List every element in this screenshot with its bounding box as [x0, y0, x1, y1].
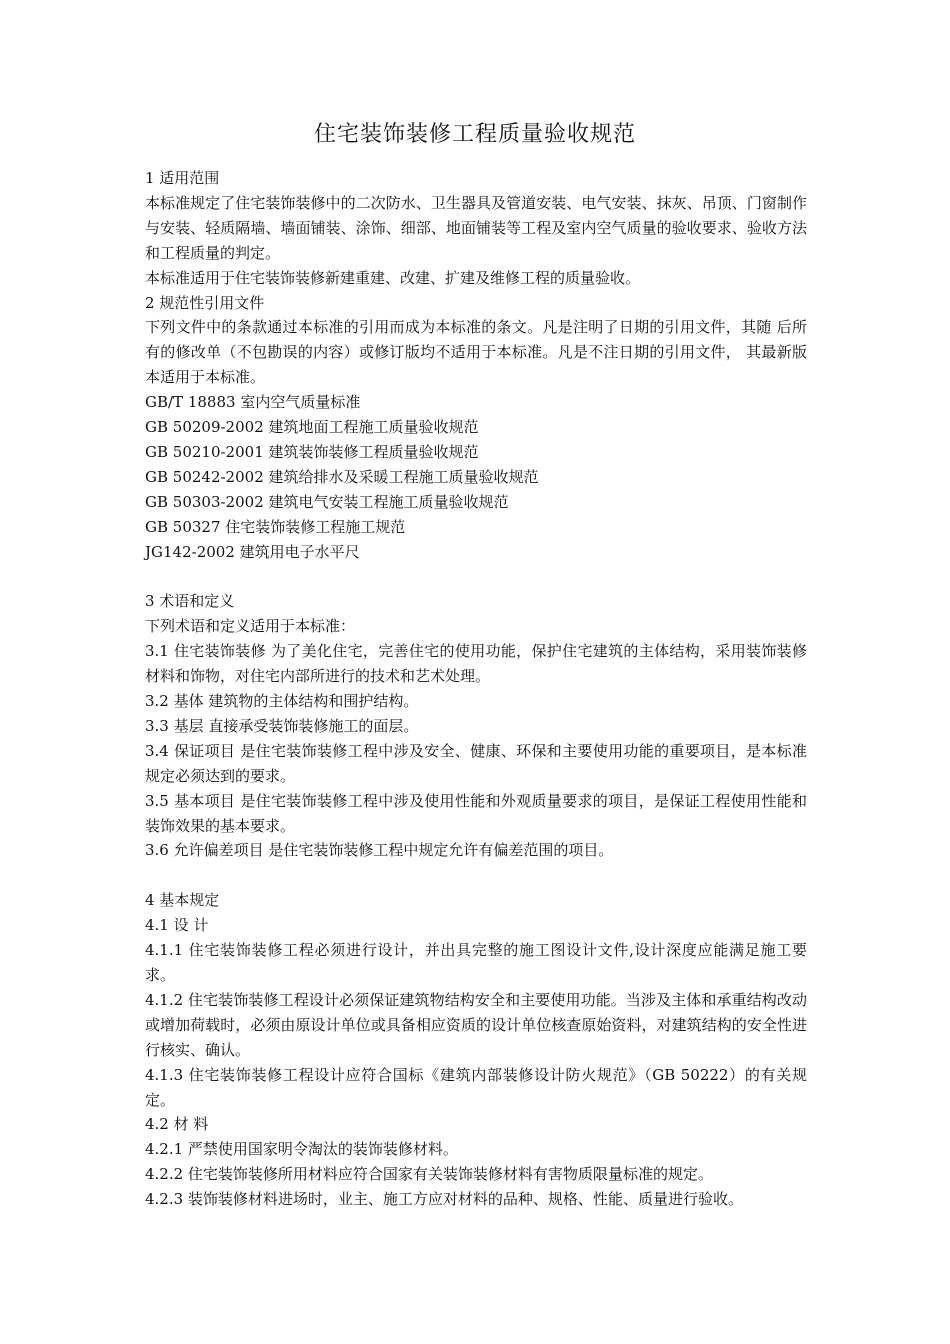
section-heading: 3 术语和定义	[145, 592, 235, 611]
clause-item: 4.1.1 住宅装饰装修工程必须进行设计，并出具完整的施工图设计文件,设计深度应能满足施工要求。	[145, 941, 807, 984]
paragraph: 本标准规定了住宅装饰装修中的二次防水、卫生器具及管道安装、电气安装、抹灰、吊顶、门窗制作与安装、轻质隔墙、墙面铺装、涂饰、细部、地面铺装等工程及室内空气质量的验收要求、验收方法和工程质量的判定。	[145, 193, 807, 262]
blank-line	[145, 565, 807, 590]
reference-item: JG142-2002 建筑用电子水平尺	[145, 542, 360, 561]
paragraph: 下列文件中的条款通过本标准的引用而成为本标准的条文。凡是注明了日期的引用文件，其随 后所有的修改单（不包勘误的内容）或修订版均不适用于本标准。凡是不注日期的引用文件， 其最新版本适用于本标准。	[145, 318, 807, 387]
paragraph: 本标准适用于住宅装饰装修新建重建、改建、扩建及维修工程的质量验收。	[145, 268, 641, 287]
subsection-heading: 4.1 设 计	[145, 916, 209, 935]
blank-line	[145, 863, 807, 888]
definition-item: 3.5 基本项目 是住宅装饰装修工程中涉及使用性能和外观质量要求的项目，是保证工程使用性能和装饰效果的基本要求。	[145, 791, 807, 835]
paragraph: 下列术语和定义适用于本标准：	[145, 617, 356, 636]
section-heading: 4 基本规定	[145, 891, 220, 910]
reference-item: GB 50327 住宅装饰装修工程施工规范	[145, 517, 406, 536]
reference-item: GB/T 18883 室内空气质量标准	[145, 393, 361, 412]
document-body	[145, 166, 807, 1212]
definition-item: 3.3 基层 直接承受装饰装修施工的面层。	[145, 716, 419, 735]
reference-item: GB 50242-2002 建筑给排水及采暖工程施工质量验收规范	[145, 467, 539, 486]
clause-item: 4.1.2 住宅装饰装修工程设计必须保证建筑物结构安全和主要使用功能。当涉及主体和承重结构改动或增加荷载时，必须由原设计单位或具备相应资质的设计单位核查原始资料，对建筑结构的安全性进行核实、确认。	[145, 990, 807, 1059]
reference-item: GB 50210-2001 建筑装饰装修工程质量验收规范	[145, 442, 479, 461]
subsection-heading: 4.2 材 料	[145, 1115, 209, 1134]
definition-item: 3.1 住宅装饰装修 为了美化住宅，完善住宅的使用功能，保护住宅建筑的主体结构，采用装饰装修材料和饰物，对住宅内部所进行的技术和艺术处理。	[145, 642, 807, 686]
definition-item: 3.2 基体 建筑物的主体结构和围护结构。	[145, 692, 419, 711]
clause-item: 4.2.2 住宅装饰装修所用材料应符合国家有关装饰装修材料有害物质限量标准的规定。	[145, 1165, 713, 1184]
reference-item: GB 50209-2002 建筑地面工程施工质量验收规范	[145, 418, 479, 437]
section-heading: 1 适用范围	[145, 169, 220, 187]
document-title: 住宅装饰装修工程质量验收规范	[313, 122, 636, 147]
clause-item: 4.2.3 装饰装修材料进场时，业主、施工方应对材料的品种、规格、性能、质量进行验收。	[145, 1190, 743, 1209]
definition-item: 3.6 允许偏差项目 是住宅装饰装修工程中规定允许有偏差范围的项目。	[145, 841, 614, 860]
definition-item: 3.4 保证项目 是住宅装饰装修工程中涉及安全、健康、环保和主要使用功能的重要项目，是本标准规定必须达到的要求。	[145, 741, 807, 785]
reference-item: GB 50303-2002 建筑电气安装工程施工质量验收规范	[145, 492, 509, 511]
clause-item: 4.1.3 住宅装饰装修工程设计应符合国标《建筑内部装修设计防火规范》（GB 50222）的有关规定。	[145, 1065, 807, 1109]
section-heading: 2 规范性引用文件	[145, 293, 265, 312]
clause-item: 4.2.1 严禁使用国家明令淘汰的装饰装修材料。	[145, 1140, 458, 1159]
